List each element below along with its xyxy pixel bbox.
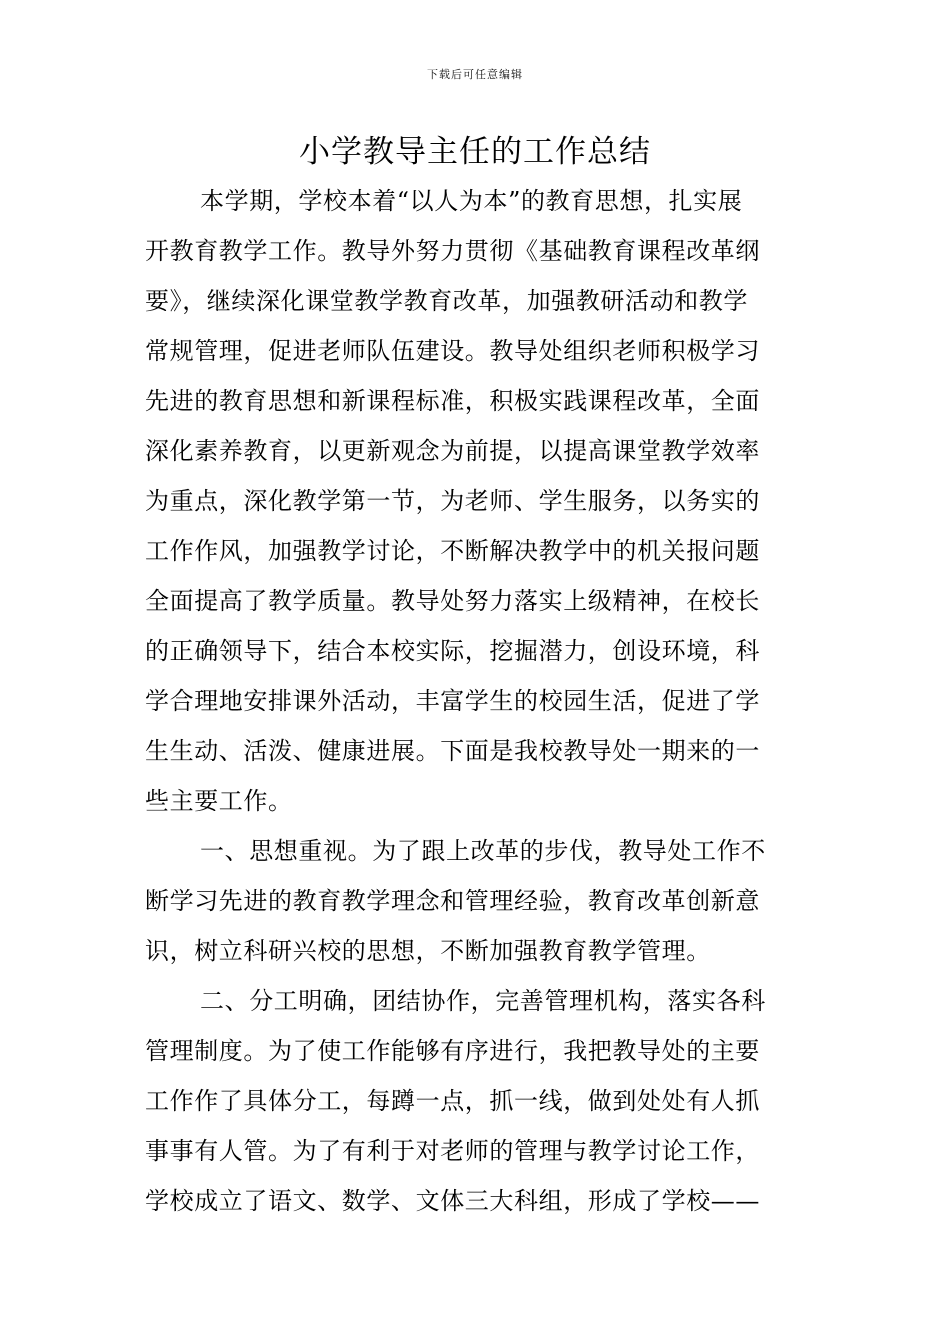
paragraph-line: 的正确领导下，结合本校实际，挖掘潜力，创设环境，科 [145, 637, 760, 665]
paragraph-line: 生生动、活泼、健康进展。下面是我校教导处一期来的一 [145, 737, 760, 765]
paragraph-line: 学合理地安排课外活动，丰富学生的校园生活，促进了学 [145, 687, 760, 715]
paragraph-line: 先进的教育思想和新课程标准，积极实践课程改革，全面 [145, 387, 760, 415]
paragraph-line: 常规管理，促进老师队伍建设。教导处组织老师积极学习 [145, 337, 760, 365]
paragraph-line: 开教育教学工作。教导外努力贯彻《基础教育课程改革纲 [145, 237, 760, 265]
paragraph-line: 断学习先进的教育教学理念和管理经验，教育改革创新意 [145, 887, 760, 915]
paragraph-line: 深化素养教育，以更新观念为前提，以提高课堂教学效率 [145, 437, 760, 465]
paragraph-line: 识，树立科研兴校的思想，不断加强教育教学管理。 [145, 937, 711, 965]
paragraph-line: 一、思想重视。为了跟上改革的步伐，教导处工作不 [200, 837, 766, 865]
paragraph-line: 事事有人管。为了有利于对老师的管理与教学讨论工作， [145, 1137, 760, 1165]
paragraph-line: 为重点，深化教学第一节，为老师、学生服务，以务实的 [145, 487, 760, 515]
paragraph-line: 管理制度。为了使工作能够有序进行，我把教导处的主要 [145, 1037, 760, 1065]
body-text [145, 176, 810, 1226]
header-note: 下载后可任意编辑 [427, 68, 523, 81]
paragraph-line: 二、分工明确，团结协作，完善管理机构，落实各科 [200, 987, 766, 1015]
paragraph-line: 些主要工作。 [145, 787, 293, 815]
paragraph-line: 本学期，学校本着“以人为本”的教育思想，扎实展 [200, 187, 743, 215]
document-title: 小学教导主任的工作总结 [299, 134, 651, 170]
paragraph-line: 工作作风，加强教学讨论，不断解决教学中的机关报问题 [145, 537, 760, 565]
paragraph-line: 工作作了具体分工，每蹲一点，抓一线，做到处处有人抓 [145, 1087, 760, 1115]
paragraph-line: 要》，继续深化课堂教学教育改革，加强教研活动和教学 [145, 287, 748, 315]
paragraph-line: 全面提高了教学质量。教导处努力落实上级精神，在校长 [145, 587, 760, 615]
paragraph-line: 学校成立了语文、数学、文体三大科组，形成了学校—— [145, 1187, 760, 1215]
